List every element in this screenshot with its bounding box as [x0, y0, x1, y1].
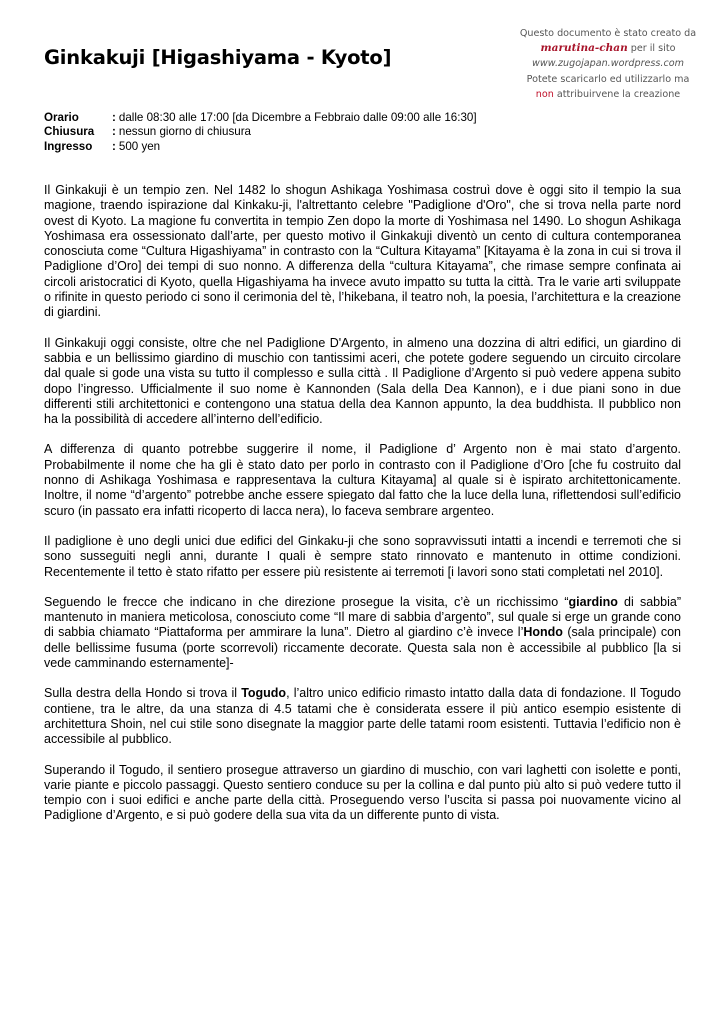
paragraph-garden	[44, 595, 681, 671]
visit-info	[44, 111, 477, 154]
brand-signature: marutina-chan	[540, 42, 628, 55]
article-body	[44, 183, 681, 839]
page-title: Ginkakuji [Higashiyama - Kyoto]	[44, 46, 392, 69]
info-row-chiusura	[44, 125, 477, 139]
garden-text-a: Seguendo le frecce che indicano in che direzione prosegue la visita, c’è un ricchissimo “	[44, 594, 569, 609]
ingresso-separator: :	[112, 139, 116, 153]
paragraph-name: A differenza di quanto potrebbe suggerire il nome, il Padiglione d’ Argento non è mai stato d’argento. Probabilmente il nome che ha gli è stato dato per porlo in contrasto con il Padiglione d’Oro [che fu costruito dal nonno di Ashikaga Yoshimasa e rappresentava la cultura Kitayama] al quale si è ispirato architettonicamente. Inoltre, il nome “d’argento” potrebbe anche essere spiegato dal fatto che la luce della luna, riflettendosi sull’edificio scuro (in passato era infatti ricoperto di lacca nera), lo faceva sembrare argenteo.	[44, 442, 681, 518]
orario-value: dalle 08:30 alle 17:00 [da Dicembre a Febbraio dalle 09:00 alle 16:30]	[118, 111, 477, 124]
togudo-text-c: , l’altro unico edificio rimasto intatto dalla data di fondazione. Il Togudo contiene, tra le altre, da una stanza di 4.5 tatami che è considerata essere il più antico esempio esistente di architettura Shoin, nel cui stile sono disegnate la maggior parte delle tatami room esistenti. Tuttavia l’edificio non è accessibile al pubblico.	[44, 686, 681, 747]
garden-text-c: di sabbia” mantenuto in maniera meticolosa, conosciuto come “Il mare di sabbia d’argento”, sul quale si erge un grande cono di sabbia chiamato “Piattaforma per ammirare la luna”. Dietro al giardino c’è invece l’	[44, 594, 681, 640]
credit-line-4	[496, 87, 720, 102]
orario-label: Orario	[44, 111, 79, 124]
paragraph-togudo	[44, 686, 681, 747]
garden-text-d: (sala principale) con delle bellissime fusuma (porte scorrevoli) riccamente decorate. Questa sala non è accessibile al pubblico [la si vede camminando esternamente]-	[44, 625, 681, 671]
info-row-ingresso	[44, 140, 477, 154]
paragraph-complex: Il Ginkakuji oggi consiste, oltre che nel Padiglione D'Argento, in almeno una dozzina di altri edifici, un giardino di sabbia e un bellissimo giardino di muschio con tantissimi aceri, che potete godere seguendo un circuito circolare dal quale si gode una vista su tutto il complesso e sulla città . Il Padiglione d’Argento si può vedere appena subito dopo l’ingresso. Ufficialmente il suo nome è Kannonden (Sala della Dea Kannon), e i due piani sono in due differenti stili architettonici e contengono una statua della dea Kannon appunto, la dea buddhista. Il pubblico non ha la possibilità di accedere all’interno dell’edificio.	[44, 335, 681, 427]
paragraph-intro: Il Ginkakuji è un tempio zen. Nel 1482 lo shogun Ashikaga Yoshimasa costruì dove è oggi sito il tempio la sua magione, traendo ispirazione dal Kinkaku-ji, l'altrettanto celebre "Padiglione d'Oro", che si trova nella parte nord ovest di Kyoto. La magione fu convertita in tempio Zen dopo la morte di Yoshimasa nel 1490. Lo shogun Ashikaga Yoshimasa era ossessionato dall’arte, per questo motivo il Ginkakuji diventò un cento di cultura contemporanea conosciuta come “Cultura Higashiyama” in contrasto con la “Cultura Kitayama” [Kitayama è la zona in cui si trova il Padiglione d’Oro] dei tempi di suo nonno. A differenza della “cultura Kitayama”, che rimase sempre confinata ai circoli aristocratici di Kyoto, quella Higashiyama ha invece avuto impatto su tutta la città. Tra le varie arti sviluppate o rifinite in questo periodo ci sono il cerimonia del tè, l’hikebana, il teatro noh, la poesia, l’architettura e la creazione di giardini.	[44, 183, 681, 320]
paragraph-survival: Il padiglione è uno degli unici due edifici del Ginkaku-ji che sono sopravvissuti intatti a incendi e terremoti che si sono susseguiti negli anni, durante I quali è sempre stato rinnovato e mantenuto in ottime condizioni. Recentemente il tetto è stato rifatto per essere più resistente ai terremoti [i lavori sono stati completati nel 2010].	[44, 533, 681, 579]
credit-line-1: Questo documento è stato creato da	[519, 28, 697, 39]
site-url: www.zugojapan.wordpress.com	[532, 58, 684, 70]
togudo-bold: Togudo	[241, 686, 287, 701]
credit-notice	[496, 26, 720, 102]
credit-negation: non	[535, 88, 554, 100]
chiusura-label: Chiusura	[44, 125, 95, 139]
credit-line-3: Potete scaricarlo ed utilizzarlo ma	[526, 73, 690, 85]
info-row-orario	[44, 111, 477, 125]
ingresso-label: Ingresso	[44, 139, 93, 153]
chiusura-value: nessun giorno di chiusura	[118, 125, 251, 139]
credit-line-2	[496, 41, 720, 56]
paragraph-path: Superando il Togudo, il sentiero prosegue attraverso un giardino di muschio, con vari laghetti con isolette e ponti, varie piante e piccolo passaggi. Questo sentiero conduce su per la collina e dal punto più alto si può vedere tutto il tempio con i suoi edifici e anche parte della città. Proseguendo verso l’uscita si passa poi nuovamente vicino al Padiglione d’Argento, e si può godere della sua vita da un differente punto di vista.	[44, 762, 681, 823]
togudo-text-a: Sulla destra della Hondo si trova il	[44, 686, 242, 701]
hondo-bold: Hondo	[523, 625, 563, 640]
orario-separator: :	[112, 111, 116, 124]
garden-bold: giardino	[568, 594, 618, 609]
credit-line-4-suffix: attribuirvene la creazione	[553, 88, 681, 100]
chiusura-separator: :	[112, 125, 116, 139]
ingresso-value: 500 yen	[118, 139, 161, 153]
credit-line-2-suffix: per il sito	[627, 43, 676, 55]
